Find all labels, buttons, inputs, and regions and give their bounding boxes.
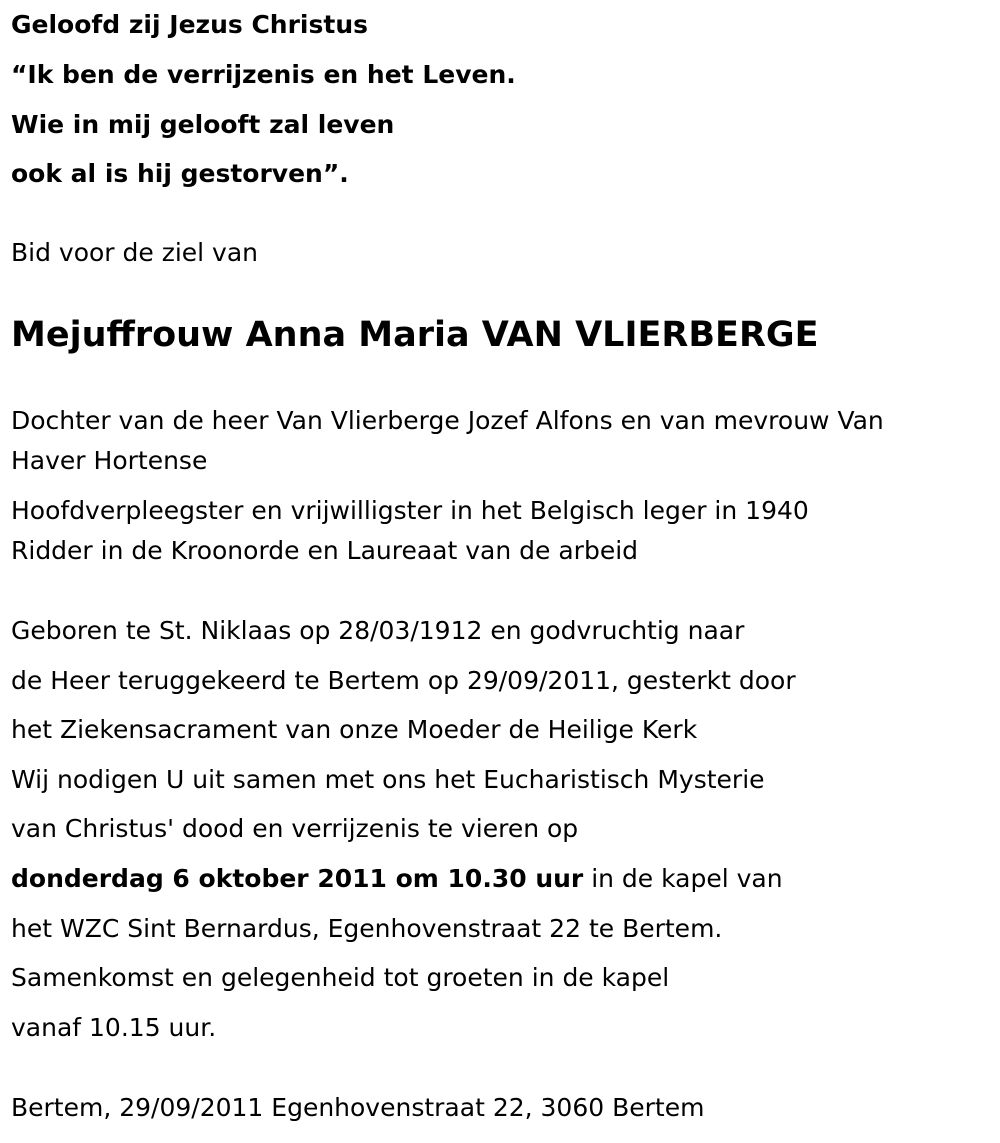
prayer-line-2: “Ik ben de verrijzenis en het Leven. xyxy=(11,60,516,89)
announcement-line-3: het Ziekensacrament van onze Moeder de Heilige Kerk xyxy=(11,715,698,744)
prayer-line-4: ook al is hij gestorven”. xyxy=(11,159,349,188)
parents-line-1: Dochter van de heer Van Vlierberge Jozef Alfons en van mevrouw Van xyxy=(11,406,884,435)
service-place-suffix: in de kapel van xyxy=(583,864,783,893)
announcement-line-2: de Heer teruggekeerd te Bertem op 29/09/2011, gesterkt door xyxy=(11,666,796,695)
announcement-line-5: van Christus' dood en verrijzenis te vieren op xyxy=(11,814,579,843)
announcement-line-9: vanaf 10.15 uur. xyxy=(11,1013,217,1042)
prayer-line-1: Geloofd zij Jezus Christus xyxy=(11,10,369,39)
merits-line-1: Hoofdverpleegster en vrijwilligster in het Belgisch leger in 1940 xyxy=(11,496,809,525)
parents-line-2: Haver Hortense xyxy=(11,446,208,475)
announcement-line-4: Wij nodigen U uit samen met ons het Eucharistisch Mysterie xyxy=(11,765,765,794)
service-line xyxy=(11,864,783,894)
footer-address: Bertem, 29/09/2011 Egenhovenstraat 22, 3060 Bertem xyxy=(11,1093,705,1122)
announcement-line-8: Samenkomst en gelegenheid tot groeten in de kapel xyxy=(11,963,670,992)
announcement-line-7: het WZC Sint Bernardus, Egenhovenstraat 22 te Bertem. xyxy=(11,914,723,943)
intro-text: Bid voor de ziel van xyxy=(11,238,259,267)
announcement-line-1: Geboren te St. Niklaas op 28/03/1912 en godvruchtig naar xyxy=(11,616,745,645)
prayer-line-3: Wie in mij gelooft zal leven xyxy=(11,110,395,139)
merits-line-2: Ridder in de Kroonorde en Laureaat van de arbeid xyxy=(11,536,639,565)
service-datetime: donderdag 6 oktober 2011 om 10.30 uur xyxy=(11,864,584,893)
deceased-name: Mejuffrouw Anna Maria VAN VLIERBERGE xyxy=(11,315,819,355)
